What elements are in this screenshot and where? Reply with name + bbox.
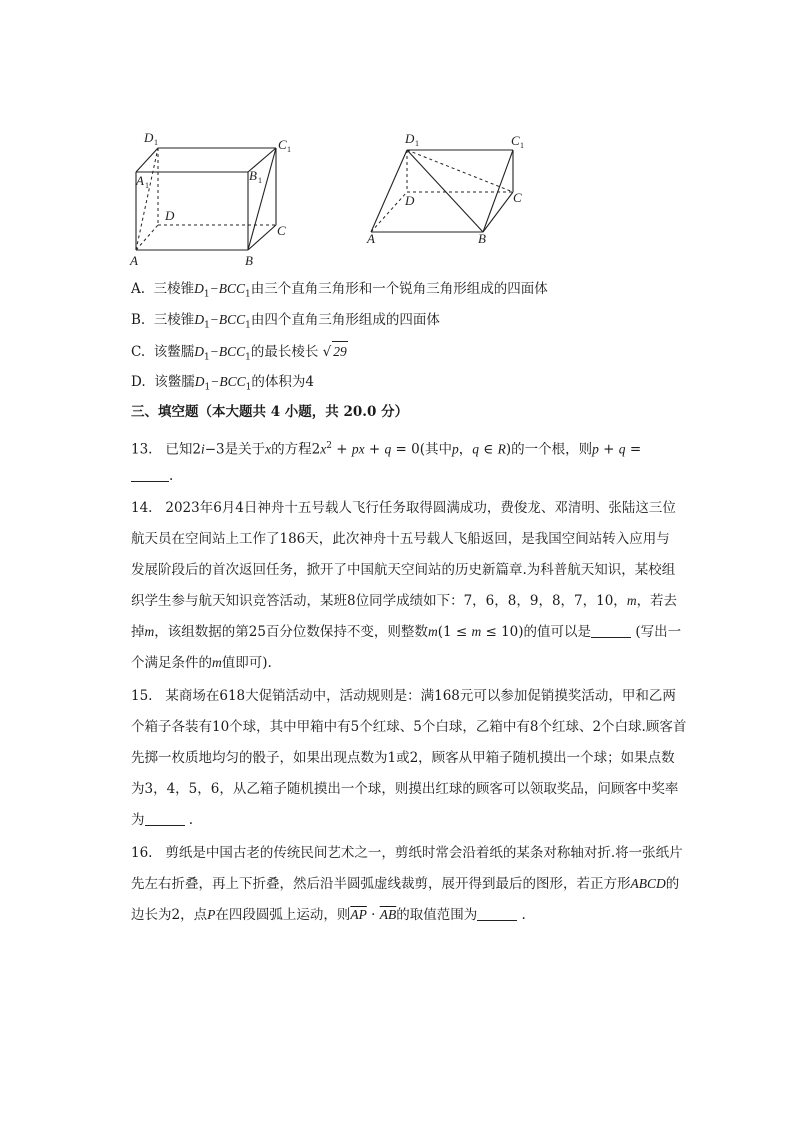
question-14: 14. 2023年6月4日神舟十五号载人飞行任务取得圆满成功，费俊龙、邓清明、张陆这三位	[131, 500, 676, 516]
label-A: A	[367, 231, 375, 246]
label-C: C	[277, 223, 286, 238]
question-16-line-3: 边长为2，点P在四段圆弧上运动，则$\overline{AP} \cdot \overline{AB}$的取值范围为 .	[131, 907, 526, 923]
svg-text:1: 1	[287, 145, 291, 154]
label-B: B	[478, 231, 486, 246]
answer-blank-14[interactable]	[591, 623, 631, 638]
question-14-line-6: 个满足条件的m值即可).	[131, 655, 272, 671]
question-15-line-4: 为3，4，5，6，从乙箱子随机摸出一个球，则摸出红球的顾客可以领取奖品，问顾客中奖率	[131, 781, 679, 797]
question-13: 13. 已知2i−3是关于x的方程$2x^2$ + px + q = 0(其中p，q ∈ R)的一个根，则p + q =	[131, 441, 642, 458]
option-a: A. 三棱锥$D_1-BCC_1$由三个直角三角形和一个锐角三角形组成的四面体	[131, 281, 548, 300]
option-d: D. 该鳖臑$D_1-BCC_1$的体积为4	[131, 374, 314, 393]
question-15: 15. 某商场在618大促销活动中，活动规则是：满168元可以参加促销摸奖活动，甲和乙两	[131, 688, 676, 704]
answer-blank-15[interactable]	[145, 811, 185, 826]
svg-text:1: 1	[154, 138, 158, 147]
label-D1: D	[405, 131, 415, 146]
option-c: C. 该鳖臑$D_1-BCC_1$的最长棱长 √ 29	[131, 341, 348, 368]
svg-text:1: 1	[520, 141, 524, 150]
label-C: C	[513, 190, 522, 205]
question-13-answer: .	[131, 466, 173, 486]
figure-rectangular-box	[128, 125, 298, 270]
label-D1: D	[144, 130, 154, 145]
sqrt-29: 29	[332, 341, 348, 362]
section-header: 三、填空题（本大题共 4 小题，共 20.0 分）	[131, 404, 409, 420]
answer-blank-13[interactable]	[131, 467, 169, 482]
label-C1: C	[511, 133, 520, 148]
question-14-line-5: 掉m，该组数据的第25百分位数保持不变，则整数m(1 ≤ m ≤ 10)的值可以是 (写出一	[131, 624, 682, 640]
figure-pyramid-biernao	[363, 125, 533, 250]
question-16: 16. 剪纸是中国古老的传统民间艺术之一，剪纸时常会沿着纸的某条对称轴对折.将一张纸片	[131, 845, 683, 861]
svg-text:1: 1	[145, 181, 149, 190]
question-15-line-3: 先掷一枚质地均匀的骰子，如果出现点数为1或2，顾客从甲箱子随机摸出一个球；如果点数	[131, 750, 675, 766]
answer-blank-16[interactable]	[477, 906, 517, 921]
question-15-line-5: 为 .	[131, 812, 194, 828]
label-D: D	[165, 208, 175, 223]
label-A1: A	[136, 173, 144, 188]
label-C1: C	[278, 137, 287, 152]
svg-text:1: 1	[258, 176, 262, 185]
question-16-line-2: 先左右折叠，再上下折叠，然后沿半圆弧虚线裁剪，展开得到最后的图形，若正方形ABCD的	[131, 876, 680, 892]
label-B1: B	[249, 168, 257, 183]
vector-AB: $\overline{AB}$	[379, 907, 397, 922]
question-14-line-2: 航天员在空间站上工作了186天，此次神舟十五号载人飞船返回，是我国空间站转入应用与	[131, 531, 670, 547]
question-15-line-2: 个箱子各装有10个球，其中甲箱中有5个红球、5个白球，乙箱中有8个红球、2个白球.顾客首	[131, 719, 687, 735]
option-b: B. 三棱锥$D_1-BCC_1$由四个直角三角形组成的四面体	[131, 312, 440, 331]
svg-text:1: 1	[415, 139, 419, 148]
question-14-line-3: 发展阶段后的首次返回任务，掀开了中国航天空间站的历史新篇章.为科普航天知识，某校组	[131, 562, 676, 578]
label-A: A	[130, 253, 138, 268]
vector-AP: $\overline{AP}$	[350, 907, 367, 922]
label-B: B	[245, 253, 253, 268]
label-D: D	[405, 193, 415, 208]
question-14-line-4: 织学生参与航天知识竞答活动，某班8位同学成绩如下：7，6，8，9，8，7，10，m，若去	[131, 593, 678, 609]
